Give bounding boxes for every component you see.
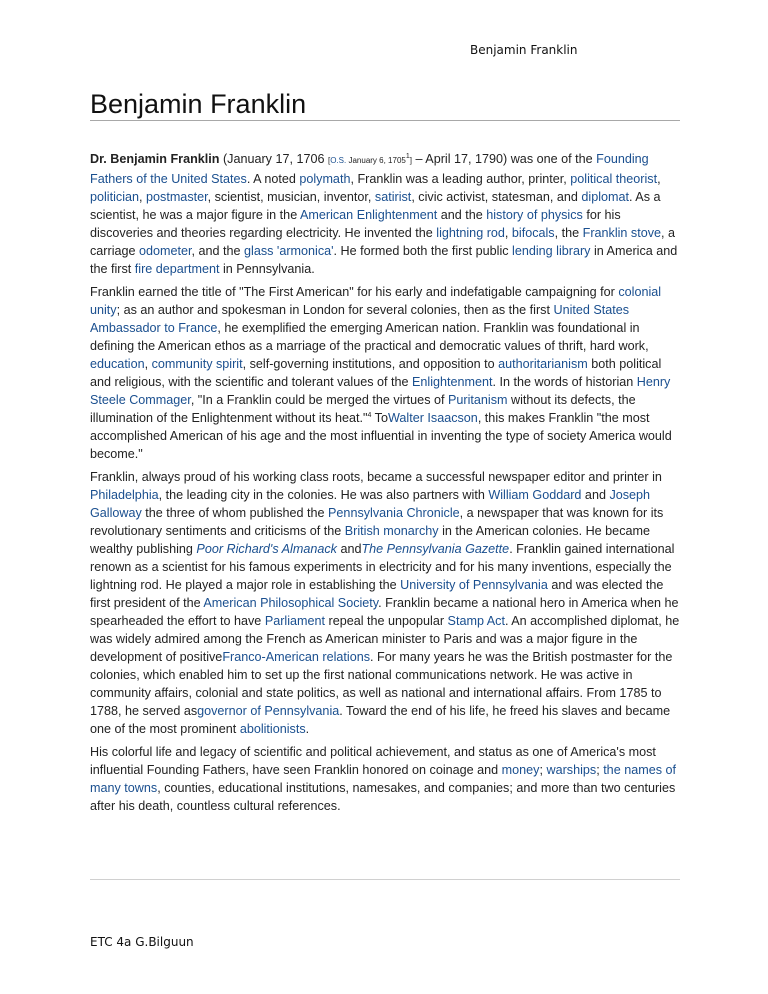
text-run: , a newspaper that was known for its revolutionary sentiments and criticisms of the: [90, 506, 664, 538]
small-text: ]: [409, 156, 412, 165]
text-run: and the: [437, 208, 487, 222]
wiki-link[interactable]: American Philosophical Society: [203, 596, 379, 610]
text-run: , a carriage: [90, 226, 676, 258]
text-run: and: [336, 542, 362, 556]
footer-divider: [90, 879, 680, 880]
text-run: repeal the unpopular: [325, 614, 448, 628]
wiki-link[interactable]: polymath: [299, 172, 351, 186]
wiki-link[interactable]: political theorist: [570, 172, 658, 186]
wiki-link[interactable]: Enlightenment: [412, 375, 493, 389]
text-run: ,: [504, 226, 512, 240]
wiki-link[interactable]: Walter Isaacson: [387, 411, 478, 425]
text-run: , he exemplified the emerging American nation. Franklin was foundational in defining the American ethos as a marriage of the practical and democratic values of thrift, hard work,: [90, 321, 649, 353]
paragraph-first-american: [90, 283, 680, 463]
wiki-link[interactable]: Franklin stove: [582, 226, 662, 240]
wiki-link[interactable]: glass 'armonica': [244, 244, 334, 258]
text-run: ; as an author and spokesman in London for several colonies, then as the first: [116, 303, 554, 317]
small-text: January 6, 1705: [346, 156, 406, 165]
text-run: both political and religious, with the scientific and tolerant values of the: [90, 357, 662, 389]
wiki-link[interactable]: Poor Richard's Almanack: [196, 542, 337, 556]
paragraph-career: [90, 468, 680, 738]
wiki-link[interactable]: Henry Steele Commager: [90, 375, 671, 407]
wiki-link[interactable]: Philadelphia: [90, 488, 159, 502]
text-run: , self-governing institutions, and opposition to: [242, 357, 499, 371]
text-run: in America and the first: [90, 244, 678, 276]
wiki-link[interactable]: lightning rod: [436, 226, 505, 240]
text-run: Franklin, always proud of his working class roots, became a successful newspaper editor and printer in: [90, 470, 662, 484]
wiki-link[interactable]: history of physics: [486, 208, 583, 222]
text-run: ;: [596, 763, 604, 777]
running-header: Benjamin Franklin: [470, 43, 578, 57]
wiki-link[interactable]: lending library: [512, 244, 591, 258]
wiki-link[interactable]: community spirit: [151, 357, 243, 371]
bold-text: Dr. Benjamin Franklin: [90, 152, 220, 166]
text-run: . Toward the end of his life, he freed his slaves and became one of the most prominent: [90, 704, 671, 736]
text-run: . Franklin gained international renown as a scientist for his famous experiments in electricity and for his many inventions, especially the lightning rod. He played a major role in establishing the: [90, 542, 675, 592]
text-run: ;: [539, 763, 547, 777]
text-run: Franklin earned the title of "The First American" for his early and indefatigable campaigning for: [90, 285, 619, 299]
text-run: , and the: [191, 244, 245, 258]
text-run: To: [371, 411, 388, 425]
text-run: , civic activist, statesman, and: [411, 190, 582, 204]
text-run: ,: [139, 190, 147, 204]
text-run: , scientist, musician, inventor,: [207, 190, 375, 204]
text-run: .: [305, 722, 310, 736]
text-run: . As a scientist, he was a major figure in the: [90, 190, 661, 222]
wiki-link[interactable]: postmaster: [146, 190, 208, 204]
wiki-link[interactable]: colonial unity: [90, 285, 662, 317]
wiki-link[interactable]: Founding Fathers of the United States: [90, 152, 649, 186]
wiki-link[interactable]: Puritanism: [448, 393, 508, 407]
text-run: . For many years he was the British postmaster for the colonies, which enabled him to set up the first national communications network. He was active in community affairs, colonial and state politics, as well as national and international affairs. From 1785 to 1788, he served as: [90, 650, 673, 718]
wiki-link[interactable]: United States Ambassador to France: [90, 303, 630, 335]
text-run: . In the words of historian: [492, 375, 637, 389]
wiki-link[interactable]: diplomat: [581, 190, 629, 204]
text-run: , this makes Franklin "the most accomplished American of his age and the most influential in inventing the type of society America would become.": [90, 411, 672, 461]
wiki-link[interactable]: education: [90, 357, 145, 371]
wiki-link[interactable]: authoritarianism: [498, 357, 588, 371]
wiki-link[interactable]: satirist: [374, 190, 412, 204]
text-run: . An accomplished diplomat, he was widely admired among the French as American minister to Paris and was a major figure in the development of positive: [90, 614, 680, 664]
wiki-link[interactable]: American Enlightenment: [300, 208, 438, 222]
article-body: [90, 150, 680, 820]
text-run: , counties, educational institutions, namesakes, and companies; and more than two centuries after his death, countless cultural references.: [90, 781, 676, 813]
text-run: and: [581, 488, 610, 502]
text-run: without its defects, the illumination of the Enlightenment without its heat.": [90, 393, 636, 425]
text-run: His colorful life and legacy of scientific and political achievement, and status as one of America's most influential Founding Fathers, have seen Franklin honored on coinage and: [90, 745, 656, 777]
wiki-link[interactable]: money: [501, 763, 540, 777]
wiki-link[interactable]: warships: [546, 763, 597, 777]
wiki-link[interactable]: fire department: [134, 262, 220, 276]
wiki-link[interactable]: Franco-American relations: [222, 650, 371, 664]
text-run: and was elected the first president of the: [90, 578, 664, 610]
text-run: – April 17, 1790) was one of the: [412, 152, 597, 166]
wiki-link[interactable]: Joseph Galloway: [90, 488, 651, 520]
wiki-link[interactable]: odometer: [139, 244, 192, 258]
wiki-link[interactable]: O.S.: [330, 156, 347, 165]
text-run: , the leading city in the colonies. He was also partners with: [158, 488, 489, 502]
wiki-link[interactable]: British monarchy: [344, 524, 439, 538]
page-footer: ETC 4a G.Bilguun: [90, 935, 194, 949]
text-run: the three of whom published the: [141, 506, 329, 520]
footnote-ref[interactable]: 1: [405, 152, 410, 160]
text-run: , "In a Franklin could be merged the virtues of: [190, 393, 448, 407]
wiki-link[interactable]: bifocals: [511, 226, 555, 240]
wiki-link[interactable]: Pennsylvania Chronicle: [328, 506, 460, 520]
title-divider: [90, 120, 680, 121]
wiki-link[interactable]: Parliament: [264, 614, 326, 628]
wiki-link[interactable]: The Pennsylvania Gazette: [361, 542, 510, 556]
wiki-link[interactable]: University of Pennsylvania: [400, 578, 548, 592]
text-run: for his discoveries and theories regarding electricity. He invented the: [90, 208, 621, 240]
wiki-link[interactable]: Stamp Act: [447, 614, 505, 628]
text-run: , Franklin was a leading author, printer,: [350, 172, 571, 186]
text-run: . A noted: [246, 172, 300, 186]
footnote-ref[interactable]: 4: [367, 411, 372, 419]
text-run: . He formed both the first public: [333, 244, 513, 258]
text-run: in the American colonies. He became wealthy publishing: [90, 524, 650, 556]
wiki-link[interactable]: William Goddard: [488, 488, 582, 502]
wiki-link[interactable]: the names of many towns: [90, 763, 676, 795]
page-title: Benjamin Franklin: [90, 89, 307, 119]
text-run: ,: [657, 172, 661, 186]
text-run: in Pennsylvania.: [219, 262, 315, 276]
wiki-link[interactable]: politician: [90, 190, 140, 204]
small-text: [: [328, 156, 331, 165]
wiki-link[interactable]: abolitionists: [239, 722, 306, 736]
paragraph-legacy: [90, 743, 680, 815]
paragraph-intro: [90, 150, 680, 278]
text-run: (January 17, 1706: [219, 152, 328, 166]
text-run: ,: [144, 357, 152, 371]
wiki-link[interactable]: governor of Pennsylvania: [197, 704, 340, 718]
text-run: , the: [554, 226, 583, 240]
text-run: . Franklin became a national hero in America when he spearheaded the effort to have: [90, 596, 679, 628]
